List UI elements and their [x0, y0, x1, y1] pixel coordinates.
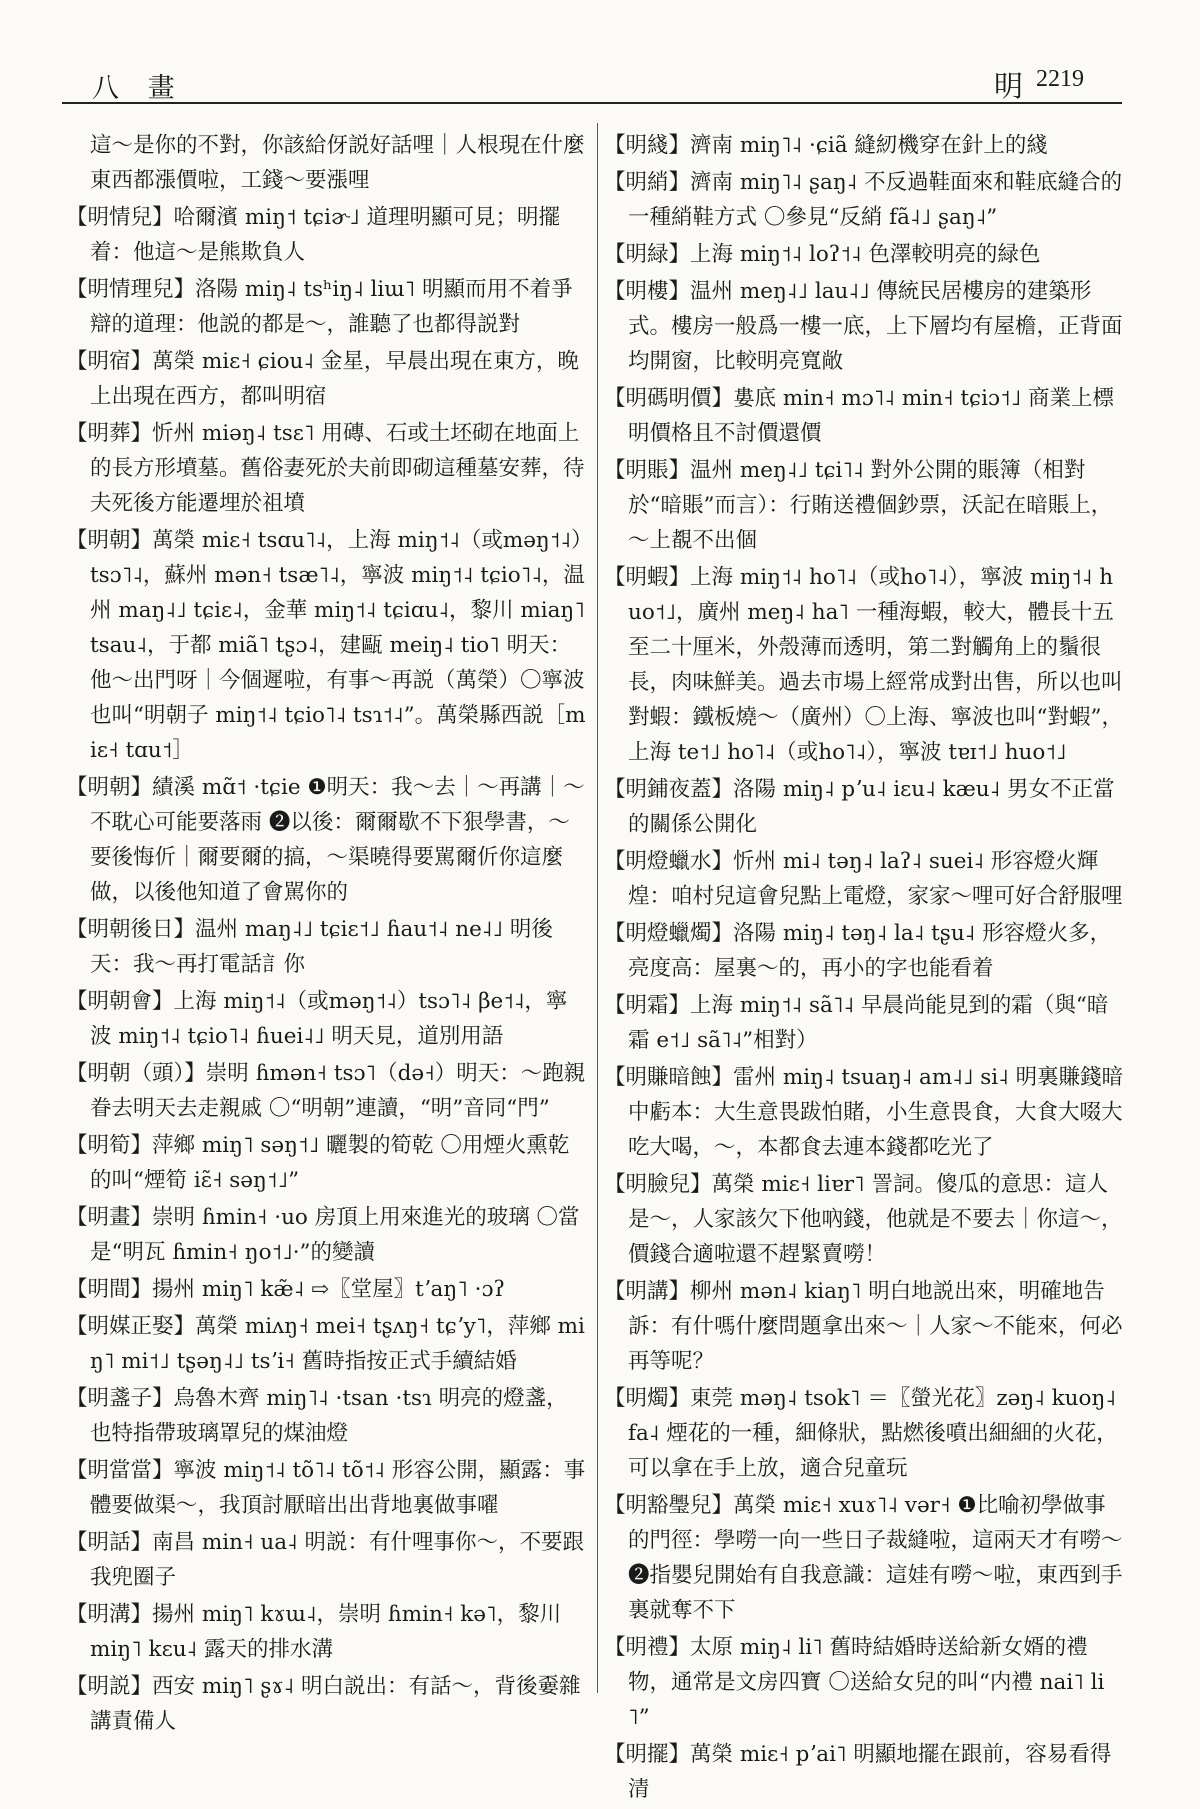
page-number: 2219 [1036, 66, 1084, 92]
page-header [0, 0, 1200, 110]
section-title: 八 畫 [92, 73, 185, 104]
dictionary-entry: 【明間】揚州 miŋ˥ kæ̃˨ ⇨〖堂屋〗tʼaŋ˥ ·ɔʔ [66, 1277, 506, 1302]
dictionary-entry: 【明筍】萍鄉 miŋ˥ səŋ˦˩ 曬製的筍乾 〇用煙火熏乾的叫“煙筍 iɛ̃˧ səŋ˦˩” [66, 1133, 570, 1193]
dictionary-entry: 【明朝】萬榮 miɛ˧ tsɑu˥˨，上海 miŋ˦˨（或məŋ˦˨）tsɔ˥˨，蘇州 mən˧ tsæ˥˨，寧波 miŋ˦˨ tɕio˥˨，温州 maŋ˨˩ tɕiɛ˨，金華 miŋ˦˨ tɕiɑu˨，黎川 miaŋ˥ tsau˨，于都 miã˥ tʂɔ˨，建甌 meiŋ˨ tio˥ 明天：他～出門呀｜今個遲啦，有事～再説（萬榮）〇寧波也叫“明朝子 miŋ˦˨ tɕio˥˨ tsɿ˦˨”。萬榮縣西説［miɛ˧ tɑu˦］ [66, 528, 586, 763]
head-character: 明 [994, 69, 1024, 103]
dictionary-entry: 【明臉兒】萬榮 miɛ˧ liɐr˥ 詈詞。傻瓜的意思：這人是～，人家該欠下他吶錢，他就是不要去｜你這～，價錢合適啦還不趕緊賣嘮！ [604, 1172, 1123, 1267]
column-divider [597, 123, 598, 1693]
dictionary-entry: 【明綫】濟南 miŋ˥˨ ·ɕiã 縫紉機穿在針上的綫 [604, 133, 1048, 158]
dictionary-entry: 【明擺】萬榮 miɛ˧ pʼai˥ 明顯地擺在跟前，容易看得清 [604, 1742, 1112, 1802]
dictionary-entry: 【明賬】温州 meŋ˨˩ tɕi˥˨ 對外公開的賬簿（相對於“暗賬”而言）：行賄送禮個鈔票，沃記在暗賬上，～上覩不出個 [604, 458, 1113, 553]
dictionary-entry: 【明畫】崇明 ɦmin˧ ·uo 房頂上用來進光的玻璃 〇當是“明瓦 ɦmin˧ ŋo˦˩·”的變讀 [66, 1205, 580, 1265]
dictionary-entry: 【明燈蠟燭】洛陽 miŋ˨ təŋ˨ la˨ tʂu˨ 形容燈火多，亮度高：屋裏～的，再小的字也能看着 [604, 921, 1112, 981]
dictionary-entry: 【明綃】濟南 miŋ˥˨ ʂaŋ˨ 不反過鞋面來和鞋底縫合的一種綃鞋方式 〇參見“反綃 fã˨˩ ʂaŋ˨” [604, 170, 1123, 230]
dictionary-entry: 【明當當】寧波 miŋ˦˨ tõ˥˨ tõ˦˨ 形容公開，顯露：事體要做渠～，我頂討厭暗出出背地裏做事嚁 [66, 1458, 586, 1518]
dictionary-entry: 【明緑】上海 miŋ˦˨ loʔ˦˨ 色澤較明亮的緑色 [604, 242, 1041, 267]
dictionary-entry: 【明情理兒】洛陽 miŋ˨ tsʰiŋ˨ liɯ˥ 明顯而用不着爭辯的道理：他説的都是～，誰聽了也都得説對 [66, 277, 573, 337]
dictionary-entry: 這～是你的不對，你該給伢説好話哩｜人根現在什麼東西都漲價啦，工錢～要漲哩 [90, 133, 585, 193]
dictionary-entry: 【明賺暗蝕】雷州 miŋ˨ tsuaŋ˨ am˨˩ si˨ 明裏賺錢暗中虧本：大生意畏跋怕賭，小生意畏食，大食大啜大吃大喝，～，本都食去連本錢都吃光了 [604, 1065, 1124, 1160]
dictionary-entry: 【明盞子】烏魯木齊 miŋ˥˨ ·tsan ·tsɿ 明亮的燈盞，也特指帶玻璃罩兒的煤油燈 [66, 1386, 568, 1446]
dictionary-entry: 【明霜】上海 miŋ˦˨ sã˥˨ 早晨尚能見到的霜（與“暗霜 e˦˩ sã˥˨”相對） [604, 993, 1109, 1053]
dictionary-entry: 【明説】西安 miŋ˥ ʂɤ˨ 明白説出：有話～，背後嫑雜講責備人 [66, 1674, 581, 1734]
dictionary-entry: 【明朝】績溪 mɑ̃˦ ·tɕie ❶明天：我～去｜～再講｜～不耽心可能要落雨 ❷以後：爾爾歇不下狠學書，～要後悔伒｜爾要爾的搞，～渠曉得要駡爾伒你這麼做，以後他知道了會駡你的 [66, 775, 585, 905]
dictionary-entry: 【明朝後日】温州 maŋ˨˩ tɕiɛ˦˩ ɦau˦˨ ne˨˩ 明後天：我～再打電話訁你 [66, 917, 553, 977]
dictionary-entry: 【明葬】忻州 miəŋ˨ tsɛ˥ 用磚、石或土坯砌在地面上的長方形墳墓。舊俗妻死於夫前即砌這種墓安葬，待夫死後方能遷埋於祖墳 [66, 421, 585, 516]
right-column [604, 128, 1124, 1809]
dictionary-entry: 【明媒正娶】萬榮 miʌŋ˧ mei˧ tʂʌŋ˧ tɕʼy˥，萍鄉 miŋ˥ mi˦˩ tʂəŋ˨˩ tsʼi˧ 舊時指按正式手續結婚 [66, 1314, 585, 1374]
dictionary-entry: 【明講】柳州 mən˨ kiaŋ˥ 明白地説出來，明確地告訴：有什嗎什麼問題拿出來～｜人家～不能來，何必再等呢？ [604, 1279, 1123, 1374]
dictionary-entry: 【明碼明價】婁底 min˧ mɔ˥˨ min˧ tɕiɔ˦˩ 商業上標明價格且不討價還價 [604, 386, 1115, 446]
dictionary-entry: 【明蝦】上海 miŋ˦˨ ho˥˨（或ho˥˨），寧波 miŋ˦˨ huo˦˩，廣州 meŋ˨ ha˥ 一種海蝦，較大，體長十五至二十厘米，外殼薄而透明，第二對觸角上的鬚很長，肉味鮮美。過去市場上經常成對出售，所以也叫對蝦：鐵板燒～（廣州）〇上海、寧波也叫“對蝦”，上海 te˦˩ ho˥˨（或ho˥˨），寧波 tɐɪ˦˩ huo˦˩ [604, 565, 1123, 765]
dictionary-entry: 【明朝（頭）】崇明 ɦmən˧ tsɔ˥（də˧）明天：～跑親眷去明天去走親戚 〇“明朝”連讀，“明”音同“門” [66, 1061, 586, 1121]
dictionary-entry: 【明禮】太原 miŋ˨ li˥ 舊時結婚時送給新女婿的禮物，通常是文房四寶 〇送給女兒的叫“内禮 nai˥ li˥” [604, 1635, 1105, 1730]
dictionary-entry: 【明溝】揚州 miŋ˥ kɤɯ˨，崇明 ɦmin˧ kə˥，黎川 miŋ˥ kɛu˨ 露天的排水溝 [66, 1602, 562, 1662]
left-column [66, 128, 586, 1741]
dictionary-entry: 【明豁璺兒】萬榮 miɛ˧ xuɤ˥˨ vər˧ ❶比喻初學做事的門徑：學嘮一向一些日子裁縫啦，這兩天才有嘮～ ❷指嬰兒開始有自我意識：這娃有嘮～啦，東西到手裏就奪不下 [604, 1493, 1123, 1623]
header-rule [62, 102, 1122, 104]
dictionary-entry: 【明燭】東莞 məŋ˨ tsok˥ ＝〖螢光花〗zəŋ˨ kuoŋ˨ fa˨ 煙花的一種，細條狀，點燃後噴出細細的火花，可以拿在手上放，適合兒童玩 [604, 1386, 1118, 1481]
dictionary-entry: 【明樓】温州 meŋ˨˩ lau˨˩ 傳統民居樓房的建築形式。樓房一般爲一樓一底，上下層均有屋檐，正背面均開窗，比較明亮寬敞 [604, 279, 1123, 374]
dictionary-entry: 【明燈蠟水】忻州 mi˨ təŋ˨ laʔ˨ suei˨ 形容燈火輝煌：咱村兒這會兒點上電燈，家家～哩可好合舒服哩 [604, 849, 1123, 909]
dictionary-entry: 【明宿】萬榮 miɛ˧ ɕiou˨ 金星，早晨出現在東方，晚上出現在西方，都叫明宿 [66, 349, 579, 409]
dictionary-entry: 【明話】南昌 min˧ ua˨ 明説：有什哩事你～，不要跟我兜圈子 [66, 1530, 584, 1590]
dictionary-entry: 【明朝會】上海 miŋ˦˨（或məŋ˦˨）tsɔ˥˨ βe˦˨，寧波 miŋ˦˨ tɕio˥˨ ɦuei˨˩ 明天見，道別用語 [66, 989, 568, 1049]
dictionary-entry: 【明情兒】哈爾濱 miŋ˦ tɕiɚ˩ 道理明顯可見；明擺着：他這～是熊欺負人 [66, 205, 561, 265]
dictionary-entry: 【明鋪夜蓋】洛陽 miŋ˨ pʼu˨ iɛu˨ kæu˨ 男女不正當的關係公開化 [604, 777, 1115, 837]
